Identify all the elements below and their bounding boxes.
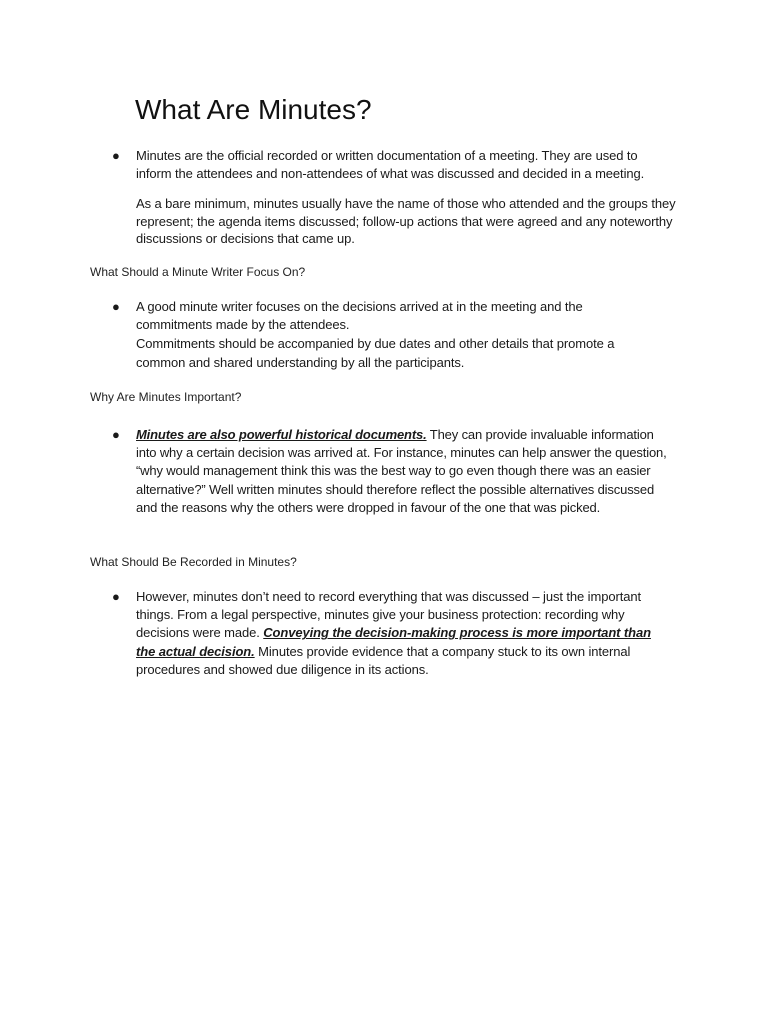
- section-heading-focus: What Should a Minute Writer Focus On?: [90, 265, 306, 279]
- importance-body-text: They can provide invaluable information into why a certain decision was arrived at. For instance, minutes can help answer the question, “why would management think this was the best way to go even though there was an easier alternative?” Well written minutes should therefore reflect the possible alternatives discussed and the reasons why the others were dropped in favour of the one that was picked.: [136, 427, 667, 515]
- section-heading-importance: Why Are Minutes Important?: [90, 390, 242, 404]
- bullet-icon: ●: [112, 299, 120, 314]
- emphasis-text: Conveying the decision-making process is more important than the actual decision.: [136, 625, 651, 659]
- page-title: What Are Minutes?: [135, 94, 372, 125]
- bullet-icon: ●: [112, 427, 120, 442]
- bullet-icon: ●: [112, 589, 120, 604]
- recorded-text-before: However, minutes don’t need to record everything that was discussed – just the important things. From a legal perspective, minutes give your business protection: recording why decisions were made.: [136, 589, 641, 641]
- section-heading-recorded: What Should Be Recorded in Minutes?: [90, 555, 297, 569]
- emphasis-text: Minutes are also powerful historical documents.: [136, 427, 427, 442]
- importance-paragraph: [136, 426, 676, 517]
- recorded-paragraph: [136, 588, 666, 679]
- commitments-paragraph: Commitments should be accompanied by due dates and other details that promote a common and shared understanding by all the participants.: [136, 336, 615, 370]
- focus-paragraph: A good minute writer focuses on the decisions arrived at in the meeting and the commitments made by the attendees.: [136, 299, 583, 332]
- minutes-contents-paragraph: As a bare minimum, minutes usually have the name of those who attended and the groups they represent; the agenda items discussed; follow-up actions that were agreed and any noteworthy discussions or decisions that came up.: [136, 196, 676, 246]
- bullet-icon: ●: [112, 148, 120, 163]
- recorded-text-after: Minutes provide evidence that a company stuck to its own internal procedures and showed due diligence in its actions.: [136, 643, 631, 677]
- minutes-definition-paragraph: Minutes are the official recorded or written documentation of a meeting. They are used to inform the attendees and non-attendees of what was discussed and decided in a meeting.: [136, 148, 645, 181]
